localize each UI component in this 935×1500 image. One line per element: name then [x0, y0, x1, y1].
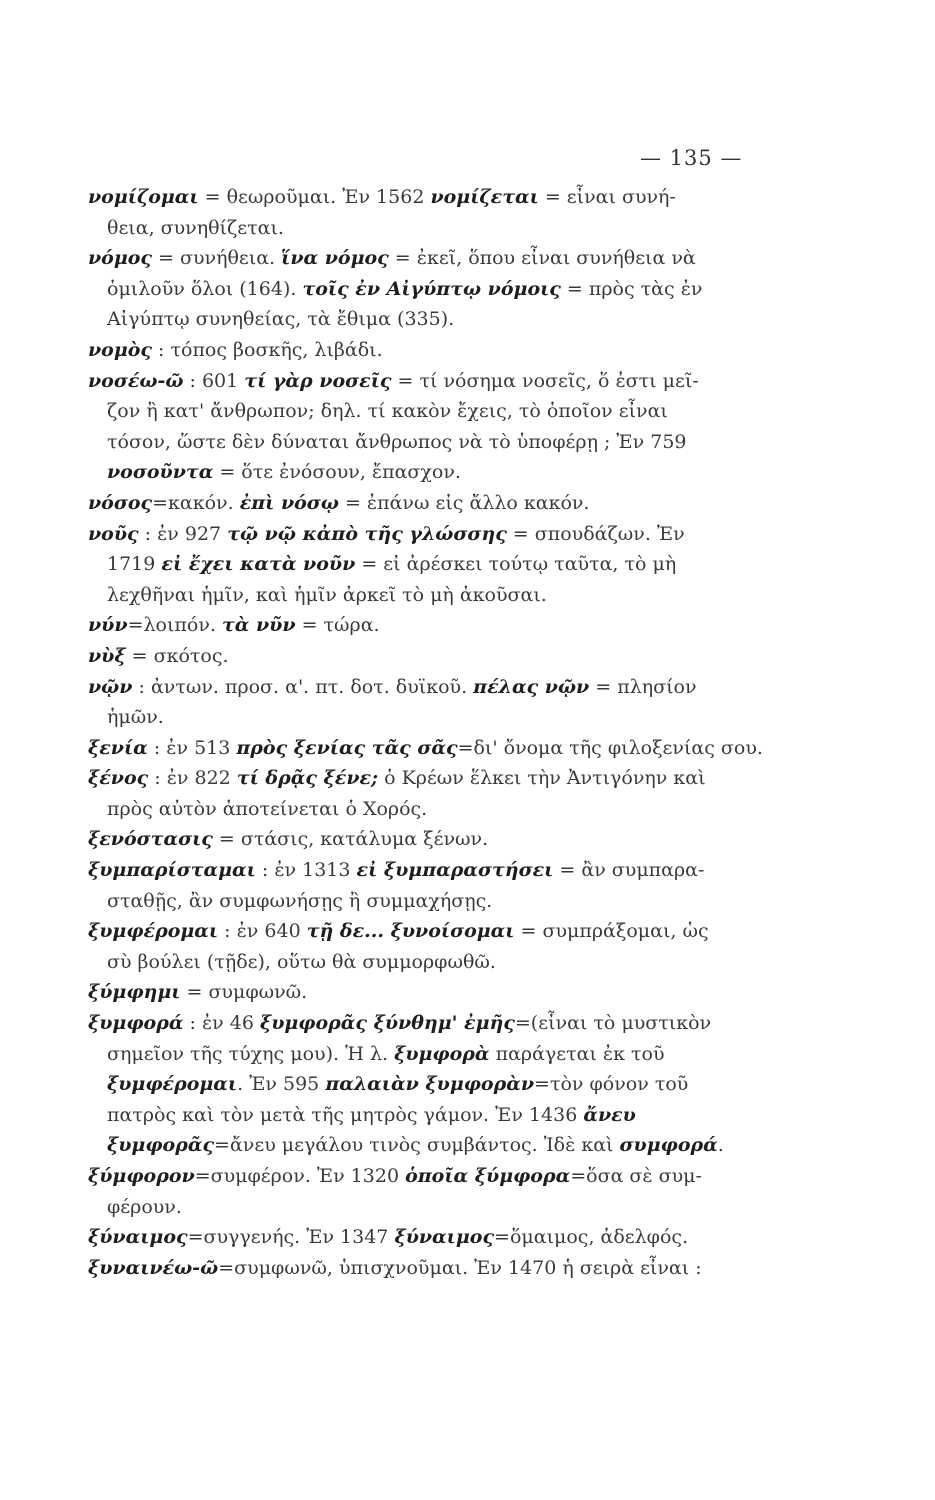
gloss-text: = συμπράξομαι, ὡς	[514, 920, 709, 943]
gloss-text: =συγγενής. Ἐν 1347	[187, 1226, 395, 1249]
greek-term: νόσος	[88, 491, 153, 514]
entry-continuation-line	[88, 396, 768, 427]
entry-continuation-line	[88, 1069, 768, 1100]
greek-term: ξυμφορὰ	[394, 1042, 490, 1065]
greek-term: ἄνευ	[583, 1103, 636, 1126]
entry-continuation-line	[88, 580, 768, 611]
entry-continuation-line	[88, 274, 768, 305]
entry-line	[88, 366, 768, 397]
greek-term: πέλας νῷν	[473, 675, 590, 698]
gloss-text: 1719	[107, 553, 162, 576]
gloss-text: =ἄνευ μεγάλου τινὸς συμβάντος. Ἰδὲ καὶ	[214, 1134, 620, 1157]
greek-term: ξυναινέω-ῶ	[88, 1256, 219, 1279]
greek-term: ξύναιμος	[394, 1226, 495, 1249]
entry-line	[88, 488, 768, 519]
gloss-text: : ἐν 1313	[255, 859, 357, 882]
entry-continuation-line	[88, 304, 768, 335]
gloss-text: .	[717, 1134, 724, 1157]
greek-term: ξενόστασις	[88, 828, 213, 851]
gloss-text: : ἐν 46	[183, 1012, 260, 1035]
gloss-text: ὁμιλοῦν ὅλοι (164).	[107, 277, 303, 300]
gloss-text: : ἐν 640	[218, 920, 307, 943]
entry-line	[88, 855, 768, 886]
greek-term: τί δρᾷς ξένε;	[236, 767, 379, 790]
greek-term: νομὸς	[88, 338, 153, 361]
gloss-text: τόσον, ὥστε δὲν δύναται ἄνθρωπος νὰ τὸ ὑποφέρῃ ; Ἐν 759	[107, 430, 687, 453]
entry-line	[88, 610, 768, 641]
entry-line	[88, 977, 768, 1008]
greek-term: ξύναιμος	[88, 1226, 188, 1249]
greek-term: ξυμφορᾶς	[107, 1134, 215, 1157]
gloss-text: = ἐπάνω εἰς ἄλλο κακόν.	[338, 491, 590, 514]
greek-term: νοῦς	[88, 522, 139, 545]
gloss-text: = θεωροῦμαι. Ἐν 1562	[198, 186, 431, 208]
gloss-text: πατρὸς καὶ τὸν μετὰ τῆς μητρὸς γάμον. Ἐν 1436	[107, 1103, 584, 1126]
gloss-text: = τί νόσημα νοσεῖς, ὅ ἐστι μεῖ-	[391, 369, 699, 392]
gloss-text: =τὸν φόνον τοῦ	[534, 1073, 689, 1096]
gloss-text: : ἐν 513	[147, 736, 237, 759]
gloss-text: = στάσις, κατάλυμα ξένων.	[212, 828, 489, 851]
entry-continuation-line	[88, 1130, 768, 1161]
gloss-text: : τόπος βοσκῆς, λιβάδι.	[152, 338, 383, 361]
entry-continuation-line	[88, 794, 768, 825]
gloss-text: =κακόν.	[152, 491, 240, 514]
greek-term: εἰ ἔχει κατὰ νοῦν	[161, 553, 356, 576]
entry-line	[88, 733, 768, 764]
greek-term: ἵνα νόμος	[281, 247, 389, 270]
gloss-text: Αἰγύπτῳ συνηθείας, τὰ ἔθιμα (335).	[107, 308, 455, 331]
entry-line	[88, 672, 768, 703]
greek-term: ξυμφορᾶς ξύνθημ' ἐμῆς	[259, 1012, 515, 1035]
gloss-text: ὁ Κρέων ἕλκει τὴν Ἀντιγόνην καὶ	[378, 767, 706, 790]
gloss-text: = συνήθεια.	[152, 247, 282, 270]
gloss-text: =ὅσα σὲ συμ-	[570, 1165, 702, 1187]
greek-term: τῷ νῷ κἀπὸ τῆς γλώσσης	[227, 522, 507, 545]
entry-line	[88, 1253, 768, 1284]
gloss-text: =συμφέρον. Ἐν 1320	[194, 1165, 406, 1187]
greek-term: ἐπὶ νόσῳ	[239, 491, 339, 514]
greek-term: πρὸς ξενίας τᾶς σᾶς	[236, 736, 458, 759]
greek-term: νὺξ	[88, 644, 126, 667]
greek-term: εἰ ξυμπαραστήσει	[356, 859, 554, 882]
gloss-text: ζον ἢ κατ' ἄνθρωπον; δηλ. τί κακὸν ἔχεις, τὸ ὁποῖον εἶναι	[107, 400, 668, 423]
greek-term: συμφορά	[619, 1134, 718, 1157]
entry-line	[88, 916, 768, 947]
greek-term: ξενία	[88, 736, 148, 759]
greek-term: νόμος	[88, 247, 153, 270]
gloss-text: =(εἶναι τὸ μυστικὸν	[514, 1012, 712, 1035]
greek-term: ξυμφέρομαι	[107, 1073, 238, 1096]
gloss-text: =δι' ὄνομα τῆς φιλοξενίας σου.	[457, 736, 763, 759]
gloss-text: : ἀντων. προσ. α'. πτ. δοτ. δυϊκοῦ.	[132, 675, 474, 698]
gloss-text: = ἂν συμπαρα-	[553, 859, 705, 882]
greek-term: νοσέω-ῶ	[88, 369, 184, 392]
gloss-text: . Ἐν 595	[237, 1073, 326, 1096]
greek-term: ξυμφέρομαι	[88, 920, 219, 943]
gloss-text: σημεῖον τῆς τύχης μου). Ἡ λ.	[107, 1042, 395, 1065]
entry-line	[88, 824, 768, 855]
gloss-text: = εἶναι συνή-	[538, 186, 676, 208]
greek-term: ξυμφορά	[88, 1012, 184, 1035]
gloss-text: θεια, συνηθίζεται.	[107, 216, 284, 239]
entry-continuation-line	[88, 427, 768, 458]
gloss-text: : ἐν 927	[138, 522, 228, 545]
gloss-text: = πρὸς τὰς ἐν	[560, 277, 703, 300]
glossary-text	[88, 182, 768, 1283]
gloss-text: = τώρα.	[295, 614, 380, 637]
gloss-text: = σκότος.	[125, 644, 229, 667]
greek-term: παλαιὰν ξυμφορὰν	[325, 1073, 535, 1096]
greek-term: τί γὰρ νοσεῖς	[244, 369, 392, 392]
gloss-text: =συμφωνῶ, ὑπισχνοῦμαι. Ἐν 1470 ἡ σειρὰ εἶναι :	[218, 1256, 702, 1279]
greek-term: ὁποῖα ξύμφορα	[405, 1165, 571, 1187]
gloss-text: =λοιπόν.	[127, 614, 222, 637]
greek-term: νομίζομαι	[88, 186, 199, 208]
entry-line	[88, 1161, 768, 1192]
entry-line	[88, 641, 768, 672]
greek-term: ξύμφημι	[88, 981, 181, 1004]
entry-line	[88, 519, 768, 550]
gloss-text: παράγεται ἐκ τοῦ	[489, 1042, 665, 1065]
greek-term: νύν	[88, 614, 128, 637]
entry-line	[88, 243, 768, 274]
entry-continuation-line	[88, 213, 768, 244]
gloss-text: = ἐκεῖ, ὅπου εἶναι συνήθεια νὰ	[388, 247, 696, 270]
entry-continuation-line	[88, 886, 768, 917]
greek-term: ξένος	[88, 767, 149, 790]
greek-term: νομίζεται	[430, 186, 539, 208]
gloss-text: σὺ βούλει (τῇδε), οὕτω θὰ συμμορφωθῶ.	[107, 950, 496, 973]
greek-term: τῇ δε... ξυνοίσομαι	[306, 920, 515, 943]
gloss-text: πρὸς αὐτὸν ἀποτείνεται ὁ Χορός.	[107, 797, 428, 820]
gloss-text: φέρουν.	[107, 1195, 182, 1218]
greek-term: νοσοῦντα	[107, 461, 214, 484]
gloss-text: : ἐν 822	[148, 767, 237, 790]
gloss-text: ἡμῶν.	[107, 706, 164, 729]
entry-continuation-line	[88, 1192, 768, 1223]
gloss-text: = σπουδάζων. Ἐν	[506, 522, 685, 545]
gloss-text: =ὅμαιμος, ἀδελφός.	[494, 1226, 689, 1249]
greek-term: τοῖς ἐν Αἰγύπτῳ νόμοις	[302, 277, 561, 300]
greek-term: ξυμπαρίσταμαι	[88, 859, 256, 882]
greek-term: νῷν	[88, 675, 133, 698]
entry-line	[88, 182, 768, 213]
entry-continuation-line	[88, 549, 768, 580]
greek-term: ξύμφορον	[88, 1165, 195, 1187]
entry-line	[88, 1008, 768, 1039]
entry-line	[88, 1222, 768, 1253]
gloss-text: = πλησίον	[589, 675, 697, 698]
entry-line	[88, 335, 768, 366]
entry-continuation-line	[88, 1039, 768, 1070]
entry-continuation-line	[88, 1100, 768, 1131]
gloss-text: λεχθῆναι ἡμῖν, καὶ ἡμῖν ἀρκεῖ τὸ μὴ ἀκοῦσαι.	[107, 583, 547, 606]
gloss-text: = εἰ ἀρέσκει τούτῳ ταῦτα, τὸ μὴ	[355, 553, 677, 576]
greek-term: τὰ νῦν	[221, 614, 296, 637]
gloss-text: : 601	[183, 369, 245, 392]
page-number: — 135 —	[640, 146, 743, 170]
gloss-text: σταθῇς, ἂν συμφωνήσῃς ἢ συμμαχήσῃς.	[107, 889, 493, 912]
entry-line	[88, 763, 768, 794]
entry-continuation-line	[88, 702, 768, 733]
gloss-text: = ὅτε ἐνόσουν, ἔπασχον.	[213, 461, 461, 484]
gloss-text: = συμφωνῶ.	[180, 981, 308, 1004]
entry-continuation-line	[88, 947, 768, 978]
entry-continuation-line	[88, 457, 768, 488]
